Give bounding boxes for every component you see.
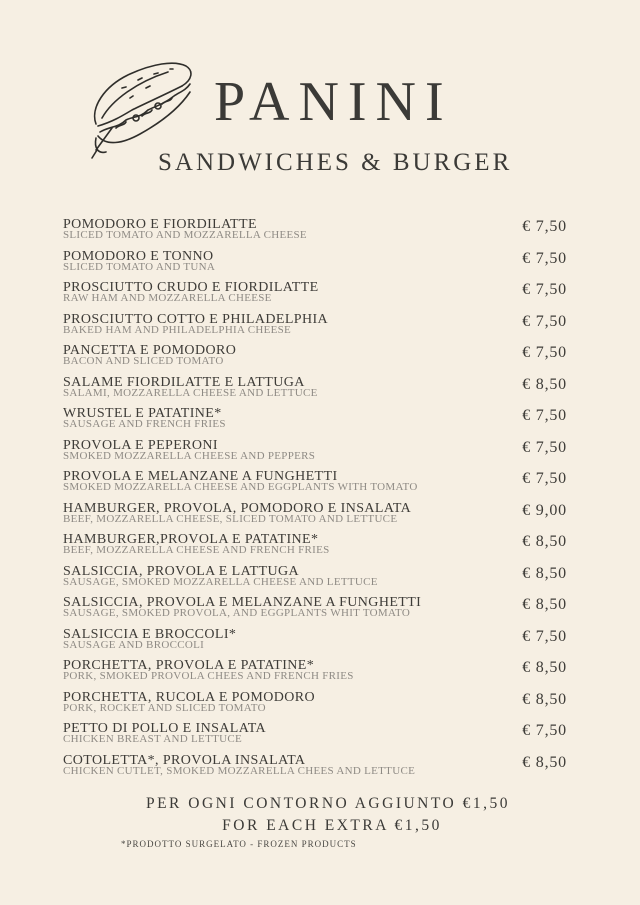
page-subtitle: SANDWICHES & BURGER	[158, 149, 513, 176]
menu-item	[63, 659, 573, 691]
menu-item	[63, 722, 573, 754]
menu-item-name: SALSICCIA E BROCCOLI*	[63, 626, 237, 642]
menu-item-description: SAUSAGE, SMOKED PROVOLA, AND EGGPLANTS WHIT TOMATO	[63, 607, 411, 619]
menu-item-price: € 7,50	[522, 312, 567, 330]
menu-item-name: COTOLETTA*, PROVOLA INSALATA	[63, 752, 306, 768]
menu-item-name: POMODORO E TONNO	[63, 248, 214, 264]
menu-item-name: HAMBURGER,PROVOLA E PATATINE*	[63, 532, 319, 547]
menu-item	[63, 407, 573, 439]
menu-item-description: BEEF, MOZZARELLA CHEESE, SLICED TOMATO AND LETTUCE	[63, 512, 398, 525]
menu-item-description: SALAMI, MOZZARELLA CHEESE AND LETTUCE	[63, 386, 318, 399]
menu-item-price: € 8,50	[522, 659, 567, 676]
menu-item	[63, 250, 573, 282]
menu-item-price: € 8,50	[522, 690, 567, 708]
menu-item-description: CHICKEN BREAST AND LETTUCE	[63, 733, 243, 745]
menu-item-description: SMOKED MOZZARELLA CHEESE AND EGGPLANTS WITH TOMATO	[63, 481, 418, 493]
menu-item-price: € 8,50	[522, 596, 567, 613]
menu-item-description: BAKED HAM AND PHILADELPHIA CHEESE	[63, 323, 292, 336]
menu-item	[63, 470, 573, 502]
extra-note-english: FOR EACH EXTRA €1,50	[222, 817, 442, 834]
menu-item-price: € 7,50	[522, 249, 567, 267]
menu-item-price: € 7,50	[522, 722, 567, 739]
menu-item-name: WRUSTEL E PATATINE*	[63, 406, 222, 421]
menu-item-name: PORCHETTA, RUCOLA E POMODORO	[63, 689, 315, 705]
menu-item-price: € 7,50	[522, 281, 567, 298]
menu-item-price: € 8,50	[522, 753, 567, 771]
menu-item	[63, 754, 573, 786]
menu-item	[63, 313, 573, 345]
menu-item-price: € 7,50	[522, 218, 567, 235]
menu-item	[63, 502, 573, 534]
menu-item-description: SAUSAGE, SMOKED MOZZARELLA CHEESE AND LETTUCE	[63, 575, 378, 588]
menu-item-price: € 7,50	[522, 438, 567, 456]
menu-item-price: € 7,50	[522, 470, 567, 487]
menu-list	[63, 218, 573, 785]
menu-item-price: € 7,50	[522, 344, 567, 361]
frozen-products-note: *PRODOTTO SURGELATO - FROZEN PRODUCTS	[121, 839, 357, 849]
menu-item-description: SMOKED MOZZARELLA CHEESE AND PEPPERS	[63, 449, 316, 462]
menu-item	[63, 533, 573, 565]
menu-item-price: € 8,50	[522, 564, 567, 582]
menu-item-name: SALSICCIA, PROVOLA E LATTUGA	[63, 563, 299, 579]
menu-item-description: PORK, SMOKED PROVOLA CHEES AND FRENCH FRIES	[63, 670, 354, 682]
menu-item-description: SAUSAGE AND FRENCH FRIES	[63, 418, 226, 430]
menu-item-name: POMODORO E FIORDILATTE	[63, 217, 257, 232]
menu-item-price: € 7,50	[522, 627, 567, 645]
menu-item-name: SALAME FIORDILATTE E LATTUGA	[63, 374, 305, 390]
menu-item	[63, 565, 573, 597]
menu-item-name: HAMBURGER, PROVOLA, POMODORO E INSALATA	[63, 500, 412, 516]
menu-item-name: PROSCIUTTO CRUDO E FIORDILATTE	[63, 280, 319, 295]
menu-item-price: € 8,50	[522, 375, 567, 393]
menu-item-name: SALSICCIA, PROVOLA E MELANZANE A FUNGHETTI	[63, 595, 422, 610]
menu-item-name: PANCETTA E POMODORO	[63, 343, 237, 358]
extra-note-italian: PER OGNI CONTORNO AGGIUNTO €1,50	[145, 795, 511, 812]
menu-item-price: € 9,00	[522, 501, 567, 519]
menu-item	[63, 344, 573, 376]
menu-item-description: CHICKEN CUTLET, SMOKED MOZZARELLA CHEES AND LETTUCE	[63, 764, 416, 777]
menu-item-description: RAW HAM AND MOZZARELLA CHEESE	[63, 292, 272, 304]
menu-item-name: PROVOLA E PEPERONI	[63, 437, 218, 453]
menu-item-name: PORCHETTA, PROVOLA E PATATINE*	[63, 658, 315, 673]
menu-item	[63, 691, 573, 723]
menu-item	[63, 439, 573, 471]
menu-item-description: BEEF, MOZZARELLA CHEESE AND FRENCH FRIES	[63, 544, 330, 556]
menu-item-price: € 7,50	[522, 407, 567, 424]
page-title: PANINI	[214, 71, 453, 133]
menu-item-description: PORK, ROCKET AND SLICED TOMATO	[63, 701, 266, 714]
menu-item-description: SAUSAGE AND BROCCOLI	[63, 638, 205, 651]
menu-item-description: SLICED TOMATO AND MOZZARELLA CHEESE	[63, 229, 307, 241]
menu-item-name: PROSCIUTTO COTTO E PHILADELPHIA	[63, 311, 329, 327]
menu-item-name: PROVOLA E MELANZANE A FUNGHETTI	[63, 469, 338, 484]
menu-item-description: SLICED TOMATO AND TUNA	[63, 260, 216, 273]
menu-item	[63, 376, 573, 408]
menu-item	[63, 596, 573, 628]
menu-item	[63, 281, 573, 313]
menu-item	[63, 628, 573, 660]
menu-item-price: € 8,50	[522, 533, 567, 550]
menu-item-description: BACON AND SLICED TOMATO	[63, 355, 224, 367]
menu-item-name: PETTO DI POLLO E INSALATA	[63, 721, 267, 736]
menu-item	[63, 218, 573, 250]
